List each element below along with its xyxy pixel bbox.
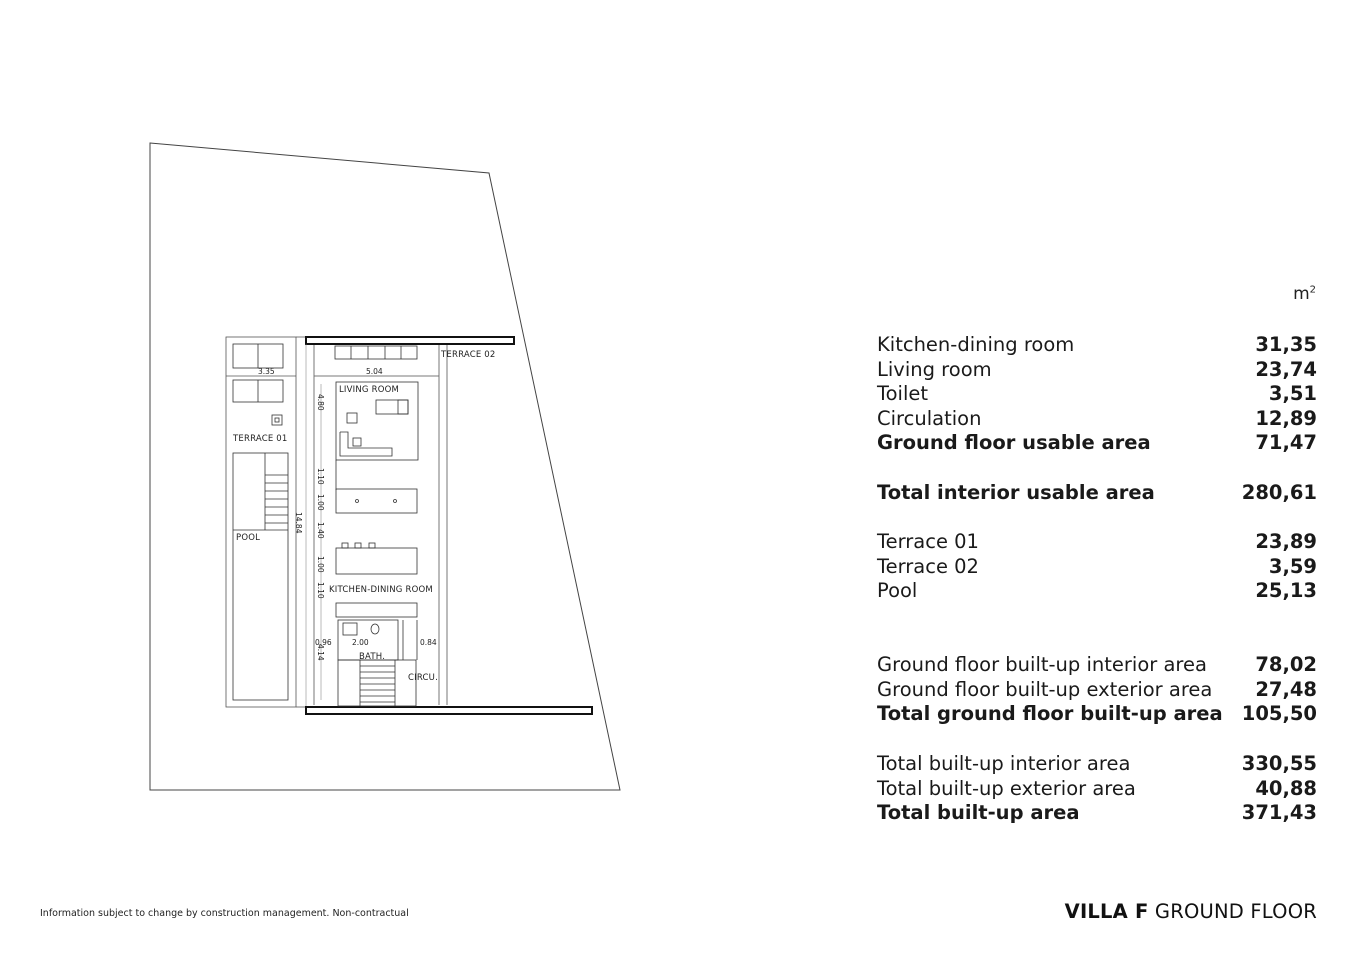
area-label: Kitchen-dining room	[877, 333, 1075, 356]
dim-0-96: 0.96	[315, 638, 332, 647]
area-value: 23,89	[1255, 530, 1317, 553]
dim-0-84: 0.84	[420, 638, 437, 647]
loungers	[233, 344, 283, 425]
area-row	[877, 653, 1317, 678]
top-slab	[306, 337, 514, 344]
area-group-1	[877, 333, 1317, 456]
area-label: Ground floor built-up exterior area	[877, 677, 1213, 701]
dim-3-35: 3.35	[258, 367, 275, 376]
dim-1-10-b: 1.10	[316, 582, 325, 599]
area-row-total	[877, 702, 1317, 727]
dim-5-04: 5.04	[366, 367, 383, 376]
area-label: Total interior usable area	[877, 481, 1155, 504]
area-value: 3,59	[1268, 554, 1317, 578]
area-label: Living room	[877, 357, 992, 381]
area-label: Toilet	[877, 382, 929, 406]
area-value: 105,50	[1241, 702, 1317, 726]
area-group-3	[877, 530, 1317, 604]
area-row	[877, 678, 1317, 703]
area-label: Circulation	[877, 406, 982, 430]
area-label: Total built-up exterior area	[877, 776, 1136, 800]
area-value: 371,43	[1241, 801, 1317, 825]
area-group-5	[877, 752, 1317, 826]
plot-boundary	[150, 143, 620, 790]
dim-1-40: 1.40	[316, 522, 325, 539]
area-row	[877, 555, 1317, 580]
area-value: 280,61	[1241, 481, 1317, 504]
label-terrace-02: TERRACE 02	[441, 350, 496, 360]
area-label: Terrace 01	[877, 530, 979, 553]
area-row	[877, 382, 1317, 407]
area-value: 31,35	[1255, 333, 1317, 356]
dim-2-00: 2.00	[352, 638, 369, 647]
floor-plan	[0, 0, 700, 860]
bath-circulation	[338, 620, 417, 706]
area-row	[877, 777, 1317, 802]
area-row	[877, 752, 1317, 777]
dim-14-84: 14.84	[294, 512, 303, 534]
disclaimer-text: Information subject to change by construction management. Non-contractual	[40, 908, 409, 919]
title-villa: VILLA F	[1064, 900, 1149, 923]
label-living-room: LIVING ROOM	[339, 385, 400, 395]
area-value: 23,74	[1255, 357, 1317, 381]
area-label: Pool	[877, 579, 918, 603]
dim-4-14: 4.14	[316, 644, 325, 661]
pool	[233, 453, 288, 700]
unit-base: m	[1293, 284, 1310, 304]
area-value: 71,47	[1255, 431, 1317, 455]
area-value: 78,02	[1255, 653, 1317, 676]
unit-exponent: 2	[1309, 284, 1316, 296]
title-floor: GROUND FLOOR	[1148, 900, 1317, 923]
label-pool: POOL	[236, 533, 261, 543]
dim-1-00-b: 1.00	[316, 556, 325, 573]
dim-1-10-a: 1.10	[316, 468, 325, 485]
house-outline	[226, 337, 447, 707]
area-value: 27,48	[1255, 677, 1317, 701]
area-label: Total ground floor built-up area	[877, 702, 1223, 726]
area-label: Ground floor usable area	[877, 431, 1151, 455]
area-label: Ground floor built-up interior area	[877, 653, 1207, 676]
area-row-total	[877, 801, 1317, 826]
area-label: Terrace 02	[877, 554, 979, 578]
area-value: 25,13	[1255, 579, 1317, 603]
area-row	[877, 358, 1317, 383]
kitchen-units	[335, 346, 417, 359]
label-bath: BATH.	[359, 652, 386, 662]
dim-1-00-a: 1.00	[316, 494, 325, 511]
area-label: Total built-up area	[877, 801, 1080, 825]
area-value: 12,89	[1255, 406, 1317, 430]
area-row-total	[877, 481, 1317, 506]
area-value: 40,88	[1255, 776, 1317, 800]
area-group-2	[877, 481, 1317, 506]
area-value: 3,51	[1268, 382, 1317, 406]
living-room	[336, 382, 418, 490]
area-row	[877, 579, 1317, 604]
label-circulation: CIRCU.	[408, 673, 438, 683]
bottom-slab	[306, 707, 592, 714]
area-row-total	[877, 431, 1317, 456]
label-kitchen: KITCHEN-DINING ROOM	[329, 585, 433, 595]
area-label: Total built-up interior area	[877, 752, 1131, 775]
area-group-4	[877, 653, 1317, 727]
area-row	[877, 530, 1317, 555]
dining	[336, 489, 417, 617]
area-row	[877, 407, 1317, 432]
dim-4-80: 4.80	[316, 394, 325, 411]
page-title	[1065, 900, 1317, 923]
area-unit	[1293, 284, 1316, 304]
area-row	[877, 333, 1317, 358]
label-terrace-01: TERRACE 01	[233, 434, 288, 444]
area-value: 330,55	[1241, 752, 1317, 775]
